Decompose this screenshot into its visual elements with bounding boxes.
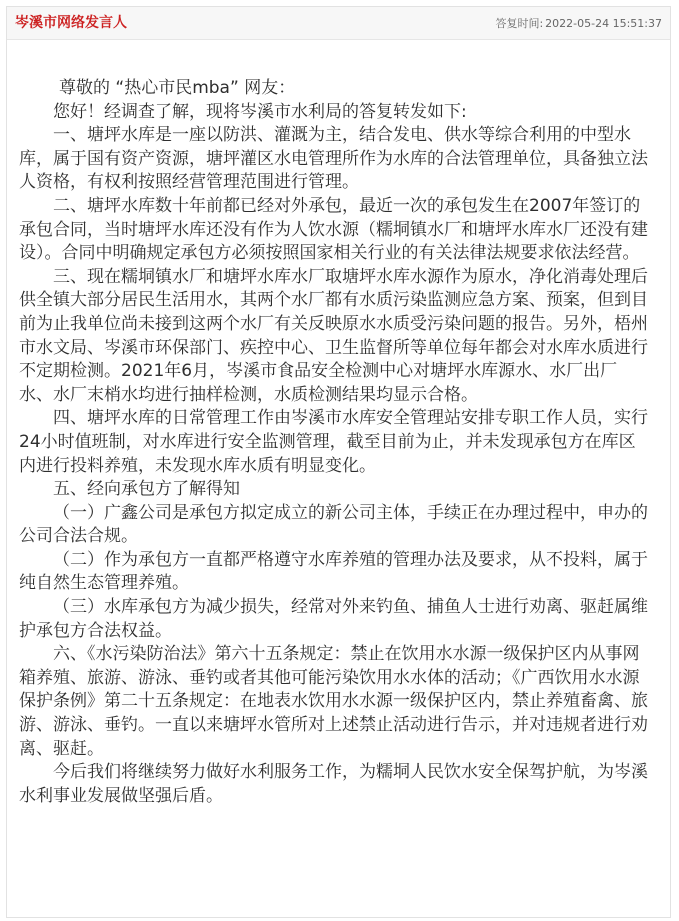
paragraph-5-1: （一）广鑫公司是承包方拟定成立的新公司主体，手续正在办理过程中，申办的公司合法合规。 (19, 502, 648, 547)
paragraph-5-2: （二）作为承包方一直都严格遵守水库养殖的管理办法及要求，从不投料，属于纯自然生态管理养殖。 (19, 549, 648, 594)
reply-time (495, 17, 662, 30)
paragraph-2: 二、塘坪水库数十年前都已经对外承包，最近一次的承包发生在2007年签订的承包合同，当时塘坪水库还没有作为人饮水源（糯垌镇水厂和塘坪水库水厂还没有建设）。合同中明确规定承包方必须按照国家相关行业的有关法律法规要求依法经营。 (19, 195, 648, 264)
greeting: 尊敬的 “热心市民mba” 网友： (59, 78, 296, 98)
paragraph-5-3: （三）水库承包方为减少损失，经常对外来钓鱼、捕鱼人士进行劝离、驱赶属维护承包方合法权益。 (19, 597, 648, 641)
paragraph-6: 六、《水污染防治法》第六十五条规定：禁止在饮用水水源一级保护区内从事网箱养殖、旅游、游泳、垂钓或者其他可能污染饮用水水体的活动；《广西饮用水水源保护条例》第二十五条规定：在地表水饮用水水源一级保护区内，禁止养殖畜禽、旅游、游泳、垂钓。一直以来塘坪水管所对上述禁止活动进行告示，并对违规者进行劝离、驱赶。 (19, 644, 648, 759)
reply-panel (6, 6, 671, 918)
paragraph-3: 三、现在糯垌镇水厂和塘坪水库水厂取塘坪水库水源作为原水，净化消毒处理后供全镇大部分居民生活用水，其两个水厂都有水质污染监测应急方案、预案，但到目前为止我单位尚未接到这两个水厂有关反映原水水质受污染问题的报告。另外，梧州市水文局、岑溪市环保部门、疾控中心、卫生监督所等单位每年都会对水库水质进行不定期检测。2021年6月，岑溪市食品安全检测中心对塘坪水库源水、水厂出厂水、水厂末梢水均进行抽样检测，水质检测结果均显示合格。 (19, 266, 648, 405)
reply-time-value: 2022-05-24 15:51:37 (545, 17, 662, 30)
paragraph-4: 四、塘坪水库的日常管理工作由岑溪市水库安全管理站安排专职工作人员，实行24小时值班制，对水库进行安全监测管理，截至目前为止，并未发现承包方在库区内进行投料养殖，未发现水库水质有明显变化。 (19, 408, 648, 476)
paragraph-1: 一、塘坪水库是一座以防洪、灌溉为主，结合发电、供水等综合利用的中型水库，属于国有资产资源，塘坪灌区水电管理所作为水库的合法管理单位，具备独立法人资格，有权利按照经营管理范围进行管理。 (19, 125, 648, 193)
responder-title: 岑溪市网络发言人 (15, 15, 127, 31)
paragraph-closing: 今后我们将继续努力做好水利服务工作，为糯垌人民饮水安全保驾护航，为岑溪水利事业发展做坚强后盾。 (19, 762, 648, 806)
reply-header (7, 7, 670, 40)
reply-time-label: 答复时间: (495, 17, 544, 30)
reply-content (19, 77, 649, 808)
paragraph-intro: 您好！经调查了解，现将岑溪市水利局的答复转发如下: (53, 101, 467, 122)
paragraph-5: 五、经向承包方了解得知 (53, 479, 240, 500)
